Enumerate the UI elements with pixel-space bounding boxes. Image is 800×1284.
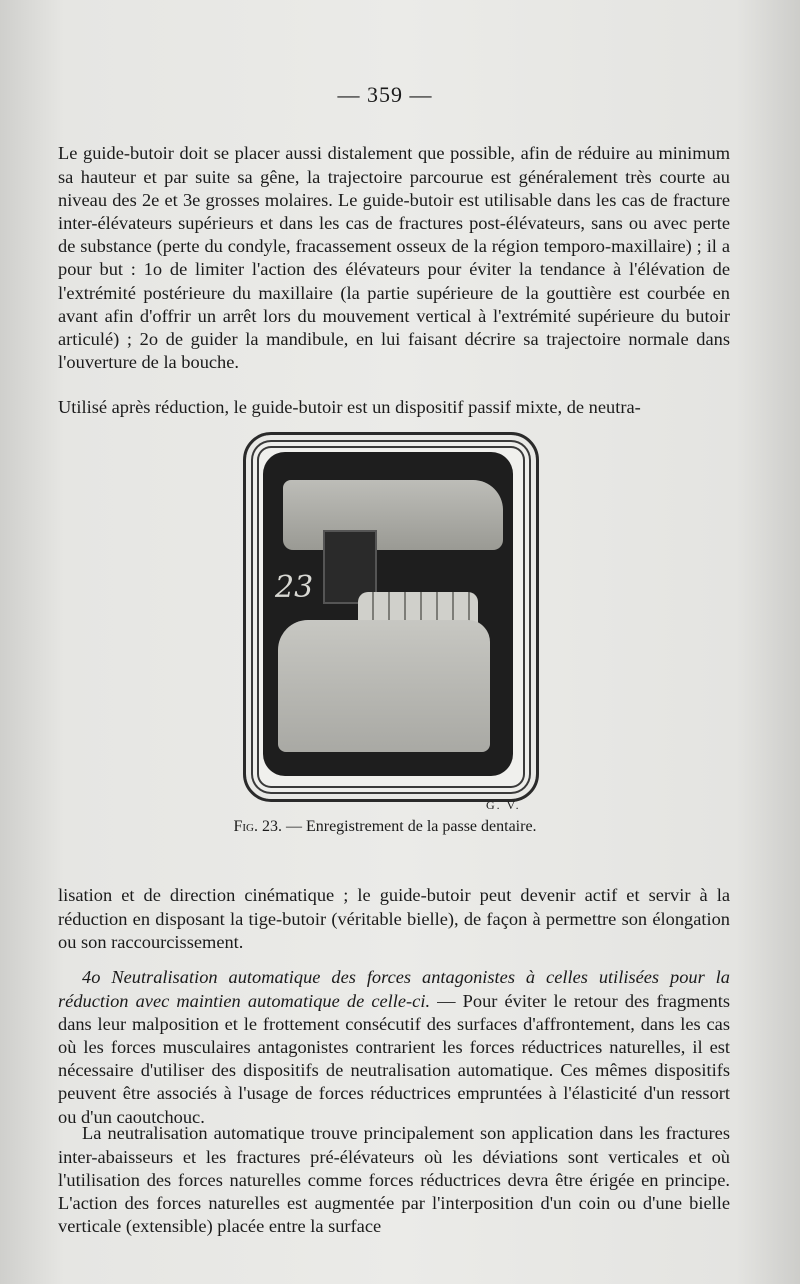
lower-cast xyxy=(278,620,490,752)
upper-cast xyxy=(283,480,503,550)
section-heading: 4o Neutralisation automatique des forces antagonistes à celles utilisées pour la réduction avec maintien automatique de celle-ci. xyxy=(58,967,730,1011)
section-body: — Pour éviter le retour des fragments dans leur malposition et le frottement consécutif des surfaces d'affrontement, dans les cas où les forces musculaires antagonistes contrarient les forces réductrices naturelles, il est nécessaire d'utiliser des dispositifs de neutralisation automatique. Ces mêmes dispositifs peuvent être associés à l'usage de forces réductrices empruntées à l'élasticité d'un ressort ou d'un caoutchouc. xyxy=(58,990,730,1127)
page-number: — 359 — xyxy=(337,82,433,107)
caption-text: — Enregistrement de la passe dentaire. xyxy=(281,818,537,835)
caption-label: Fig. 23. xyxy=(233,818,282,835)
paragraph-neutralisation-automatique: La neutralisation automatique trouve principalement son application dans les fractures inter-abaisseurs et les fractures pré-élévateurs où les déviations sont verticales et où l'utilisation des forces naturelles comme forces réductrices devra être érigée en principe. L'action des forces naturelles est augmentée par l'interposition d'un coin ou d'une bielle verticale (extensible) placée entre la surface xyxy=(58,1123,730,1237)
paragraph-neutralisation xyxy=(58,966,730,1128)
figure-caption xyxy=(0,818,770,836)
figure-photo xyxy=(263,452,513,776)
photo-figure-number: 23 xyxy=(275,570,314,605)
paragraph-utilise-apres-reduction: Utilisé après réduction, le guide-butoir est un dispositif passif mixte, de neutra- xyxy=(58,397,641,418)
figure-credit: G. V. xyxy=(486,798,521,812)
paragraph-guide-butoir: Le guide-butoir doit se placer aussi distalement que possible, afin de réduire au minimum sa hauteur et par suite sa gêne, la trajectoire parcourue est généralement très courte au niveau des 2e et 3e grosses molaires. Le guide-butoir est utilisable dans les cas de fracture inter-élévateurs supérieurs et dans les cas de fractures post-élévateurs, sans ou avec perte de substance (perte du condyle, fracassement osseux de la région temporo-maxillaire) ; il a pour but : 1o de limiter l'action des élévateurs pour éviter la tendance à l'élévation de l'extrémité postérieure du maxillaire (la partie supérieure de la gouttière est courbée en avant afin d'offrir un arrêt lors du mouvement vertical à l'extrémité supérieure du butoir articulé) ; 2o de guider la mandibule, en lui faisant décrire sa trajectoire normale dans l'ouverture de la bouche. xyxy=(58,143,730,373)
paragraph-lisation: lisation et de direction cinématique ; le guide-butoir peut devenir actif et servir à la réduction en disposant la tige-butoir (véritable bielle), de façon à permettre son élongation ou son raccourcissement. xyxy=(58,885,730,952)
